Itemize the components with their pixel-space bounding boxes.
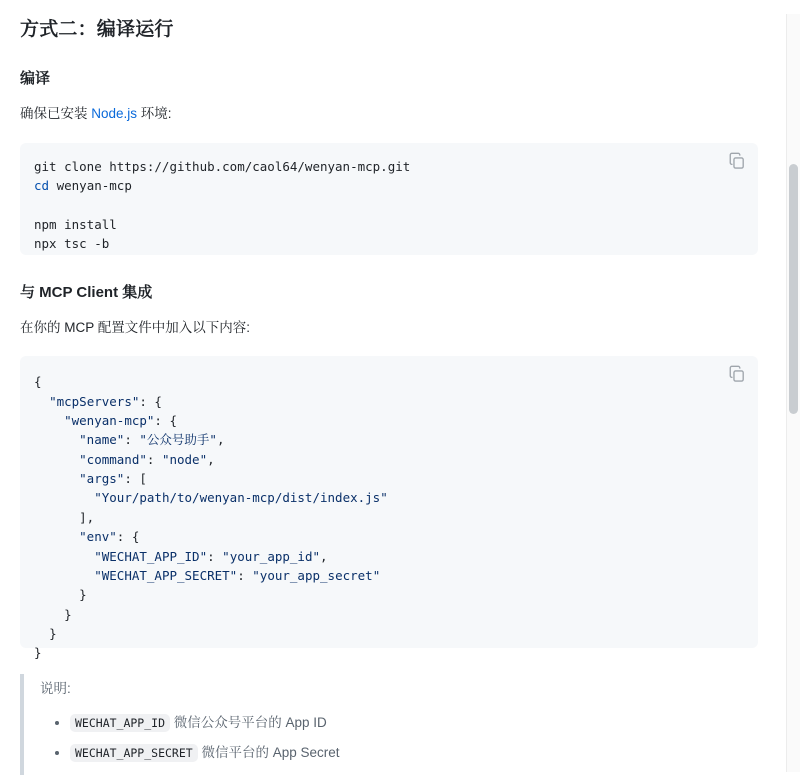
compile-note	[20, 103, 758, 125]
note-list	[40, 712, 758, 764]
compile-note-suffix: 环境:	[137, 106, 172, 121]
nodejs-link[interactable]: Node.js	[91, 106, 138, 121]
copy-icon[interactable]	[728, 365, 746, 383]
build-code-text: git clone https://github.com/caol64/wenyan-mcp.git cd wenyan-mcp npm install npx tsc -b	[34, 158, 411, 252]
code-block-build	[20, 143, 758, 255]
list-item	[70, 712, 758, 734]
integration-note: 在你的 MCP 配置文件中加入以下内容:	[20, 319, 251, 335]
note-blockquote	[20, 674, 758, 775]
compile-heading: 编译	[20, 70, 51, 87]
integration-heading: 与 MCP Client 集成	[20, 283, 153, 301]
scrollbar-track[interactable]	[786, 14, 800, 772]
scrollbar-thumb[interactable]	[789, 164, 798, 414]
env-var-desc: 微信平台的 App Secret	[197, 745, 340, 761]
list-item	[70, 742, 758, 764]
note-title: 说明:	[40, 681, 71, 697]
page-title: 方式二：编译运行	[20, 19, 174, 40]
config-code-text: { "mcpServers": { "wenyan-mcp": { "name": "公众号助手", "command": "node", "args": [ "Your/path/to/wenyan-mcp/dist/index.js" ], "env": { "WECHAT_APP_ID": "your_app_id", "WECHAT_APP_SECRET": "your_app_secret" } } } }	[34, 374, 388, 661]
copy-icon[interactable]	[728, 152, 746, 170]
env-var-name: WECHAT_APP_SECRET	[70, 744, 198, 762]
compile-note-prefix: 确保已安装	[20, 106, 92, 121]
document-page	[0, 14, 782, 775]
env-var-desc: 微信公众号平台的 App ID	[170, 714, 327, 730]
code-block-config	[20, 356, 758, 661]
env-var-name: WECHAT_APP_ID	[70, 714, 170, 732]
